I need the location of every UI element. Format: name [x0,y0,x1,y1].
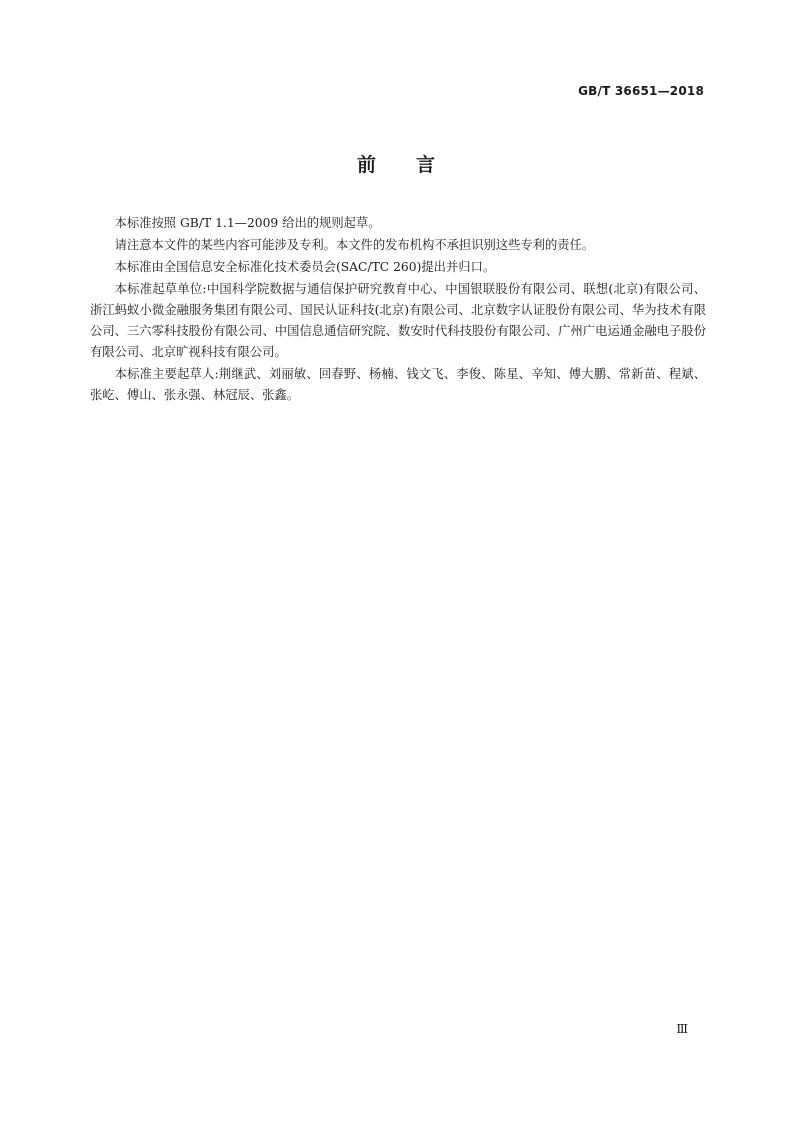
standard-code: GB/T 36651—2018 [578,84,704,98]
page-title [0,150,794,177]
paragraph-drafting-units: 本标准起草单位:中国科学院数据与通信保护研究教育中心、中国银联股份有限公司、联想(北京)有限公司、浙江蚂蚁小微金融服务集团有限公司、国民认证科技(北京)有限公司、北京数字认证股份有限公司、华为技术有限公司、三六零科技股份有限公司、中国信息通信研究院、数安时代科技股份有限公司、广州广电运通金融电子股份有限公司、北京旷视科技有限公司。 [90,282,706,359]
foreword-body [90,213,706,407]
title-char-1: 前 [356,154,378,176]
paragraph-drafters: 本标准主要起草人:荆继武、刘丽敏、回春野、杨楠、钱文飞、李俊、陈星、辛知、傅大鹏、常新苗、程斌、张屹、傅山、张永强、林冠辰、张鑫。 [90,367,706,402]
paragraph-drafting-rules: 本标准按照 GB/T 1.1—2009 给出的规则起草。 [114,216,381,230]
paragraph-proposer: 本标准由全国信息安全标准化技术委员会(SAC/TC 260)提出并归口。 [114,260,496,274]
paragraph-patent-notice: 请注意本文件的某些内容可能涉及专利。本文件的发布机构不承担识别这些专利的责任。 [114,238,595,252]
page-number: Ⅲ [676,1022,688,1036]
title-char-2: 言 [416,154,438,176]
